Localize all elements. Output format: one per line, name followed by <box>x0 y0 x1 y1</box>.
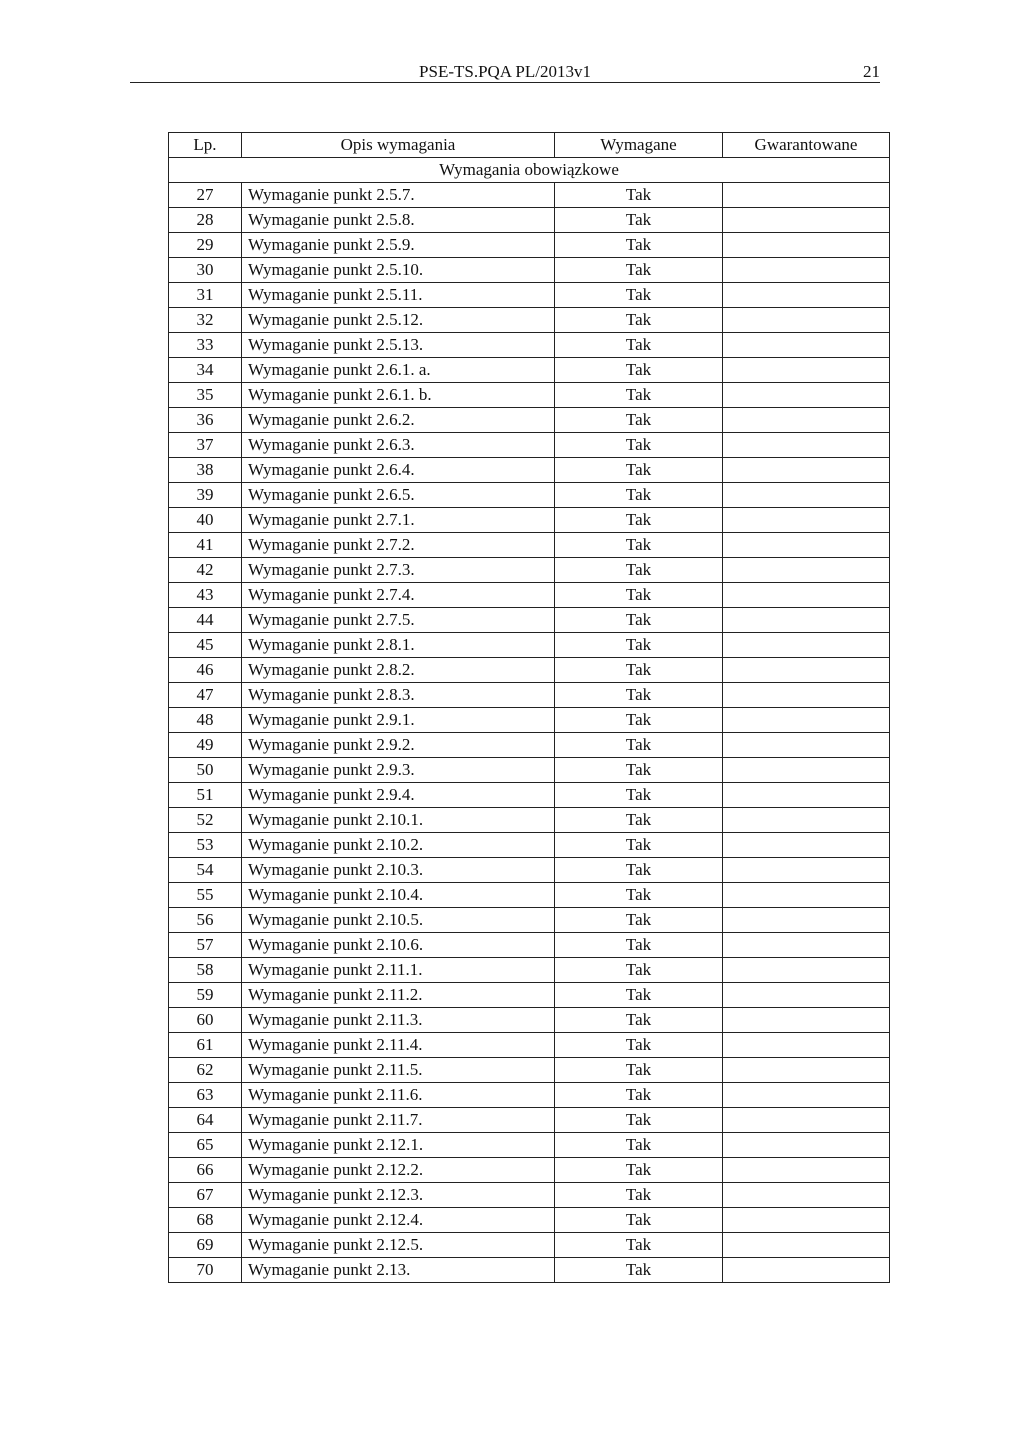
cell-wymagane: Tak <box>555 1133 723 1158</box>
cell-gwarantowane <box>723 383 890 408</box>
table-row <box>169 833 890 858</box>
cell-opis: Wymaganie punkt 2.7.3. <box>242 558 555 583</box>
cell-wymagane: Tak <box>555 708 723 733</box>
table-row <box>169 1258 890 1283</box>
cell-gwarantowane <box>723 633 890 658</box>
cell-lp: 46 <box>169 658 242 683</box>
cell-wymagane: Tak <box>555 533 723 558</box>
cell-wymagane: Tak <box>555 883 723 908</box>
table-row <box>169 1183 890 1208</box>
cell-opis: Wymaganie punkt 2.11.7. <box>242 1108 555 1133</box>
table-row <box>169 283 890 308</box>
table-row <box>169 558 890 583</box>
cell-opis: Wymaganie punkt 2.10.4. <box>242 883 555 908</box>
cell-gwarantowane <box>723 1108 890 1133</box>
cell-lp: 43 <box>169 583 242 608</box>
cell-wymagane: Tak <box>555 608 723 633</box>
cell-opis: Wymaganie punkt 2.6.5. <box>242 483 555 508</box>
cell-gwarantowane <box>723 1033 890 1058</box>
cell-wymagane: Tak <box>555 383 723 408</box>
cell-lp: 44 <box>169 608 242 633</box>
table-row <box>169 708 890 733</box>
cell-lp: 70 <box>169 1258 242 1283</box>
cell-gwarantowane <box>723 1208 890 1233</box>
cell-opis: Wymaganie punkt 2.12.4. <box>242 1208 555 1233</box>
cell-wymagane: Tak <box>555 233 723 258</box>
cell-gwarantowane <box>723 683 890 708</box>
cell-gwarantowane <box>723 808 890 833</box>
cell-lp: 42 <box>169 558 242 583</box>
cell-gwarantowane <box>723 458 890 483</box>
cell-wymagane: Tak <box>555 958 723 983</box>
cell-opis: Wymaganie punkt 2.13. <box>242 1258 555 1283</box>
cell-gwarantowane <box>723 1158 890 1183</box>
table-row <box>169 333 890 358</box>
table-row <box>169 658 890 683</box>
cell-gwarantowane <box>723 1058 890 1083</box>
cell-wymagane: Tak <box>555 758 723 783</box>
page-number: 21 <box>863 62 880 81</box>
cell-opis: Wymaganie punkt 2.5.9. <box>242 233 555 258</box>
table-row <box>169 633 890 658</box>
cell-wymagane: Tak <box>555 933 723 958</box>
table-header-row <box>169 133 890 158</box>
cell-opis: Wymaganie punkt 2.12.2. <box>242 1158 555 1183</box>
cell-opis: Wymaganie punkt 2.11.6. <box>242 1083 555 1108</box>
cell-lp: 66 <box>169 1158 242 1183</box>
cell-lp: 57 <box>169 933 242 958</box>
cell-opis: Wymaganie punkt 2.7.2. <box>242 533 555 558</box>
cell-wymagane: Tak <box>555 1058 723 1083</box>
cell-wymagane: Tak <box>555 358 723 383</box>
table-row <box>169 958 890 983</box>
cell-wymagane: Tak <box>555 783 723 808</box>
cell-gwarantowane <box>723 883 890 908</box>
cell-lp: 63 <box>169 1083 242 1108</box>
cell-gwarantowane <box>723 933 890 958</box>
cell-lp: 32 <box>169 308 242 333</box>
cell-lp: 61 <box>169 1033 242 1058</box>
table-row <box>169 1158 890 1183</box>
table-row <box>169 883 890 908</box>
table-row <box>169 1108 890 1133</box>
table-row <box>169 758 890 783</box>
table-row <box>169 1033 890 1058</box>
cell-wymagane: Tak <box>555 308 723 333</box>
cell-gwarantowane <box>723 858 890 883</box>
cell-wymagane: Tak <box>555 1183 723 1208</box>
cell-wymagane: Tak <box>555 408 723 433</box>
cell-opis: Wymaganie punkt 2.6.4. <box>242 458 555 483</box>
table-row <box>169 1058 890 1083</box>
cell-lp: 69 <box>169 1233 242 1258</box>
section-title: Wymagania obowiązkowe <box>169 158 890 183</box>
table-row <box>169 733 890 758</box>
table-row <box>169 1008 890 1033</box>
cell-wymagane: Tak <box>555 458 723 483</box>
cell-wymagane: Tak <box>555 683 723 708</box>
cell-gwarantowane <box>723 1183 890 1208</box>
cell-wymagane: Tak <box>555 1158 723 1183</box>
cell-wymagane: Tak <box>555 1258 723 1283</box>
table-row <box>169 1083 890 1108</box>
cell-lp: 49 <box>169 733 242 758</box>
cell-opis: Wymaganie punkt 2.6.2. <box>242 408 555 433</box>
cell-opis: Wymaganie punkt 2.5.11. <box>242 283 555 308</box>
cell-wymagane: Tak <box>555 258 723 283</box>
cell-opis: Wymaganie punkt 2.11.3. <box>242 1008 555 1033</box>
cell-lp: 56 <box>169 908 242 933</box>
cell-gwarantowane <box>723 533 890 558</box>
cell-opis: Wymaganie punkt 2.9.4. <box>242 783 555 808</box>
cell-opis: Wymaganie punkt 2.10.6. <box>242 933 555 958</box>
page-header <box>130 60 880 83</box>
table-row <box>169 433 890 458</box>
cell-opis: Wymaganie punkt 2.12.3. <box>242 1183 555 1208</box>
cell-gwarantowane <box>723 958 890 983</box>
cell-wymagane: Tak <box>555 183 723 208</box>
table-row <box>169 858 890 883</box>
cell-lp: 33 <box>169 333 242 358</box>
cell-opis: Wymaganie punkt 2.6.3. <box>242 433 555 458</box>
cell-gwarantowane <box>723 508 890 533</box>
table-row <box>169 983 890 1008</box>
column-header-opis: Opis wymagania <box>242 133 555 158</box>
cell-lp: 31 <box>169 283 242 308</box>
cell-wymagane: Tak <box>555 1208 723 1233</box>
table-row <box>169 358 890 383</box>
cell-lp: 47 <box>169 683 242 708</box>
cell-opis: Wymaganie punkt 2.10.3. <box>242 858 555 883</box>
cell-lp: 55 <box>169 883 242 908</box>
cell-opis: Wymaganie punkt 2.8.3. <box>242 683 555 708</box>
cell-gwarantowane <box>723 483 890 508</box>
cell-wymagane: Tak <box>555 208 723 233</box>
cell-lp: 64 <box>169 1108 242 1133</box>
cell-lp: 36 <box>169 408 242 433</box>
cell-wymagane: Tak <box>555 833 723 858</box>
cell-gwarantowane <box>723 733 890 758</box>
cell-opis: Wymaganie punkt 2.11.1. <box>242 958 555 983</box>
cell-opis: Wymaganie punkt 2.7.4. <box>242 583 555 608</box>
cell-opis: Wymaganie punkt 2.12.1. <box>242 1133 555 1158</box>
cell-wymagane: Tak <box>555 483 723 508</box>
cell-gwarantowane <box>723 558 890 583</box>
table-row <box>169 933 890 958</box>
cell-opis: Wymaganie punkt 2.7.5. <box>242 608 555 633</box>
section-row <box>169 158 890 183</box>
table-row <box>169 783 890 808</box>
cell-opis: Wymaganie punkt 2.7.1. <box>242 508 555 533</box>
cell-lp: 53 <box>169 833 242 858</box>
table-row <box>169 458 890 483</box>
cell-wymagane: Tak <box>555 283 723 308</box>
cell-gwarantowane <box>723 583 890 608</box>
cell-lp: 51 <box>169 783 242 808</box>
cell-wymagane: Tak <box>555 558 723 583</box>
cell-wymagane: Tak <box>555 1083 723 1108</box>
cell-gwarantowane <box>723 433 890 458</box>
cell-gwarantowane <box>723 908 890 933</box>
cell-lp: 41 <box>169 533 242 558</box>
cell-opis: Wymaganie punkt 2.5.12. <box>242 308 555 333</box>
cell-gwarantowane <box>723 233 890 258</box>
cell-gwarantowane <box>723 308 890 333</box>
cell-opis: Wymaganie punkt 2.6.1. b. <box>242 383 555 408</box>
column-header-lp: Lp. <box>169 133 242 158</box>
cell-wymagane: Tak <box>555 858 723 883</box>
cell-wymagane: Tak <box>555 1108 723 1133</box>
requirements-table <box>168 132 890 1283</box>
cell-lp: 29 <box>169 233 242 258</box>
cell-gwarantowane <box>723 183 890 208</box>
cell-lp: 54 <box>169 858 242 883</box>
cell-gwarantowane <box>723 1258 890 1283</box>
cell-lp: 65 <box>169 1133 242 1158</box>
cell-lp: 28 <box>169 208 242 233</box>
cell-opis: Wymaganie punkt 2.10.2. <box>242 833 555 858</box>
cell-wymagane: Tak <box>555 983 723 1008</box>
cell-lp: 52 <box>169 808 242 833</box>
table-row <box>169 233 890 258</box>
cell-wymagane: Tak <box>555 1233 723 1258</box>
cell-opis: Wymaganie punkt 2.9.3. <box>242 758 555 783</box>
cell-gwarantowane <box>723 1133 890 1158</box>
cell-lp: 68 <box>169 1208 242 1233</box>
cell-opis: Wymaganie punkt 2.10.1. <box>242 808 555 833</box>
cell-lp: 40 <box>169 508 242 533</box>
table-row <box>169 508 890 533</box>
cell-lp: 45 <box>169 633 242 658</box>
cell-gwarantowane <box>723 983 890 1008</box>
cell-lp: 34 <box>169 358 242 383</box>
table-row <box>169 533 890 558</box>
cell-gwarantowane <box>723 758 890 783</box>
cell-gwarantowane <box>723 608 890 633</box>
cell-wymagane: Tak <box>555 333 723 358</box>
cell-lp: 39 <box>169 483 242 508</box>
cell-gwarantowane <box>723 783 890 808</box>
cell-wymagane: Tak <box>555 908 723 933</box>
cell-lp: 27 <box>169 183 242 208</box>
cell-wymagane: Tak <box>555 808 723 833</box>
table-row <box>169 308 890 333</box>
column-header-wymagane: Wymagane <box>555 133 723 158</box>
cell-lp: 38 <box>169 458 242 483</box>
cell-wymagane: Tak <box>555 583 723 608</box>
document-id: PSE-TS.PQA PL/2013v1 <box>419 62 591 81</box>
table-row <box>169 483 890 508</box>
cell-opis: Wymaganie punkt 2.5.7. <box>242 183 555 208</box>
cell-lp: 37 <box>169 433 242 458</box>
cell-wymagane: Tak <box>555 1033 723 1058</box>
table-row <box>169 1208 890 1233</box>
table-row <box>169 908 890 933</box>
table-row <box>169 383 890 408</box>
cell-gwarantowane <box>723 658 890 683</box>
cell-opis: Wymaganie punkt 2.6.1. a. <box>242 358 555 383</box>
table-row <box>169 683 890 708</box>
cell-opis: Wymaganie punkt 2.12.5. <box>242 1233 555 1258</box>
cell-gwarantowane <box>723 283 890 308</box>
table-row <box>169 258 890 283</box>
table-row <box>169 1233 890 1258</box>
cell-lp: 30 <box>169 258 242 283</box>
cell-gwarantowane <box>723 1008 890 1033</box>
cell-opis: Wymaganie punkt 2.11.2. <box>242 983 555 1008</box>
table-row <box>169 583 890 608</box>
cell-gwarantowane <box>723 258 890 283</box>
cell-opis: Wymaganie punkt 2.9.1. <box>242 708 555 733</box>
cell-opis: Wymaganie punkt 2.9.2. <box>242 733 555 758</box>
cell-lp: 62 <box>169 1058 242 1083</box>
cell-opis: Wymaganie punkt 2.5.10. <box>242 258 555 283</box>
cell-gwarantowane <box>723 1083 890 1108</box>
cell-lp: 50 <box>169 758 242 783</box>
cell-opis: Wymaganie punkt 2.8.1. <box>242 633 555 658</box>
cell-lp: 67 <box>169 1183 242 1208</box>
cell-gwarantowane <box>723 708 890 733</box>
table-row <box>169 183 890 208</box>
cell-wymagane: Tak <box>555 433 723 458</box>
cell-gwarantowane <box>723 333 890 358</box>
cell-lp: 58 <box>169 958 242 983</box>
table-row <box>169 208 890 233</box>
cell-wymagane: Tak <box>555 508 723 533</box>
table-row <box>169 408 890 433</box>
cell-opis: Wymaganie punkt 2.11.4. <box>242 1033 555 1058</box>
column-header-gwarantowane: Gwarantowane <box>723 133 890 158</box>
cell-gwarantowane <box>723 1233 890 1258</box>
cell-lp: 48 <box>169 708 242 733</box>
cell-opis: Wymaganie punkt 2.11.5. <box>242 1058 555 1083</box>
cell-lp: 35 <box>169 383 242 408</box>
table-row <box>169 608 890 633</box>
cell-wymagane: Tak <box>555 633 723 658</box>
cell-lp: 60 <box>169 1008 242 1033</box>
cell-opis: Wymaganie punkt 2.8.2. <box>242 658 555 683</box>
cell-wymagane: Tak <box>555 733 723 758</box>
cell-lp: 59 <box>169 983 242 1008</box>
cell-gwarantowane <box>723 833 890 858</box>
cell-gwarantowane <box>723 358 890 383</box>
cell-wymagane: Tak <box>555 658 723 683</box>
cell-opis: Wymaganie punkt 2.5.13. <box>242 333 555 358</box>
cell-wymagane: Tak <box>555 1008 723 1033</box>
cell-opis: Wymaganie punkt 2.5.8. <box>242 208 555 233</box>
table-row <box>169 808 890 833</box>
cell-gwarantowane <box>723 408 890 433</box>
cell-opis: Wymaganie punkt 2.10.5. <box>242 908 555 933</box>
cell-gwarantowane <box>723 208 890 233</box>
table-row <box>169 1133 890 1158</box>
